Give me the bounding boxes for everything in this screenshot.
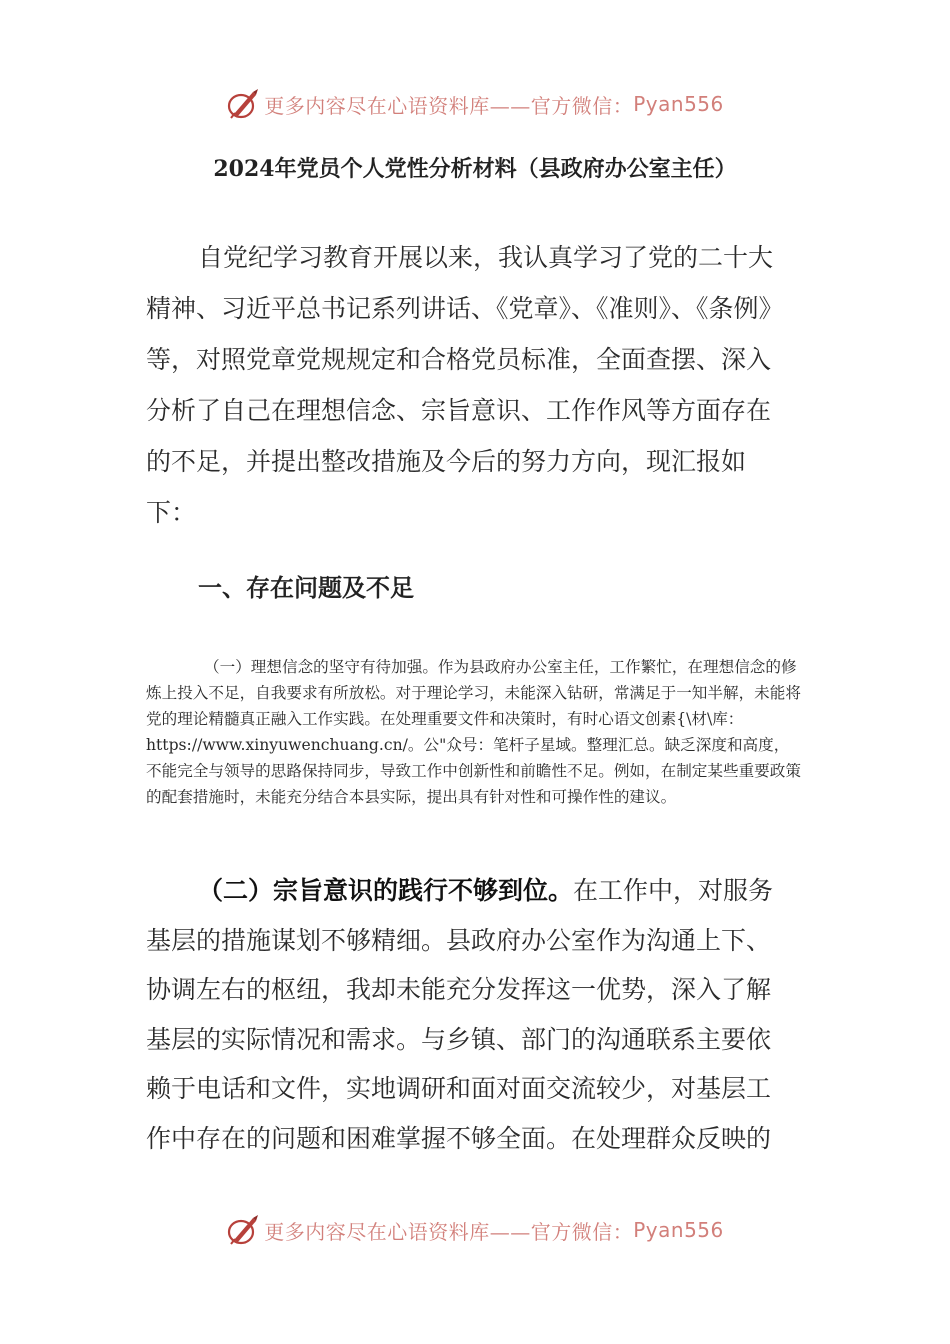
quill-pen-logo-icon: [226, 1213, 260, 1247]
banner-wechat-id: Pyan556: [633, 1218, 724, 1242]
quill-pen-logo-icon: [226, 87, 260, 121]
header-watermark-banner: [0, 84, 950, 124]
banner-text: 更多内容尽在心语资料库——官方微信：: [264, 1219, 634, 1244]
item2-body: 在工作中，对服务基层的措施谋划不够精细。县政府办公室作为沟通上下、协调左右的枢纽，我却未能充分发挥这一优势，深入了解基层的实际情况和需求。与乡镇、部门的沟通联系主要依赖于电话和文件，实地调研和面对面交流较少，对基层工作中存在的问题和困难掌握不够全面。在处理群众反映的: [146, 876, 774, 1153]
banner-text: 更多内容尽在心语资料库——官方微信：: [264, 93, 634, 118]
footer-watermark-banner: [0, 1210, 950, 1250]
banner-wechat-id: Pyan556: [633, 92, 724, 116]
item1-paragraph: （一）理想信念的坚守有待加强。作为县政府办公室主任，工作繁忙，在理想信念的修炼上投入不足，自我要求有所放松。对于理论学习，未能深入钻研，常满足于一知半解，未能将党的理论精髓真正融入工作实践。在处理重要文件和决策时，有时心语文创素{\材\库：https://www.xinyuwenchuang.cn/。公"众号：笔杆子星域。整理汇总。缺乏深度和高度，不能完全与领导的思路保持同步，导致工作中创新性和前瞻性不足。例如，在制定某些重要政策的配套措施时，未能充分结合本县实际，提出具有针对性和可操作性的建议。: [146, 658, 801, 806]
document-title: 2024年党员个人党性分析材料（县政府办公室主任）: [213, 156, 737, 182]
section-heading-problems: 一、存在问题及不足: [198, 573, 414, 602]
item2-paragraph: [146, 866, 786, 1163]
intro-paragraph: 自党纪学习教育开展以来，我认真学习了党的二十大精神、习近平总书记系列讲话、《党章》、《准则》、《条例》等，对照党章党规规定和合格党员标准，全面查摆、深入分析了自己在理想信念、宗旨意识、工作作风等方面存在的不足，并提出整改措施及今后的努力方向，现汇报如下：: [146, 243, 784, 527]
item2-heading: （二）宗旨意识的践行不够到位。: [198, 876, 574, 905]
